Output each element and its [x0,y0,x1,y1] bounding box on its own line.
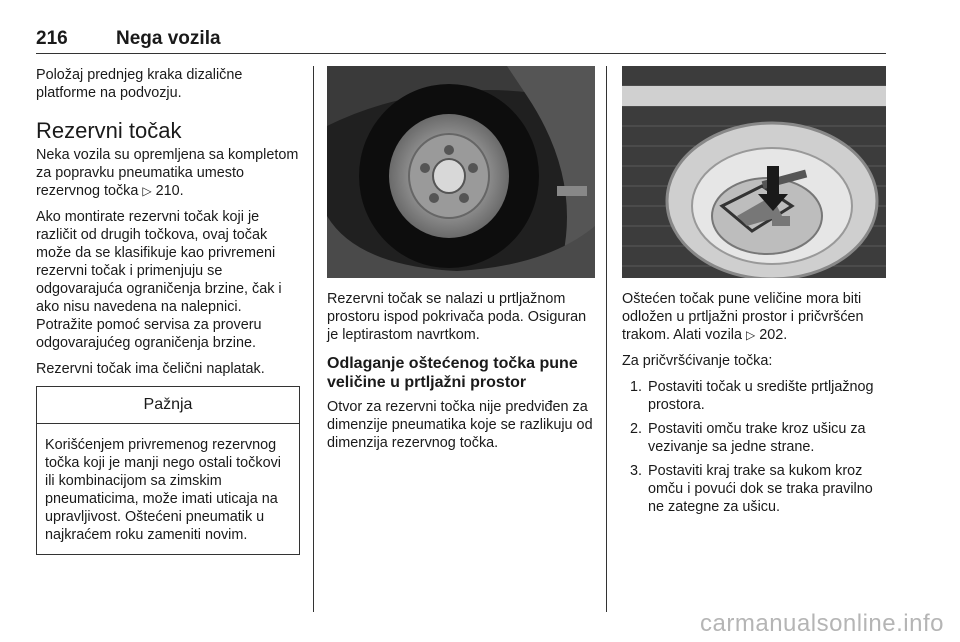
column-right [622,66,886,522]
paragraph: Za pričvršćivanje točka: [622,353,773,369]
reference-triangle-icon: ▷ [745,328,756,342]
chapter-title: Nega vozila [116,28,221,49]
list-item: 2. Postaviti omču trake kroz ušicu za vezivanje sa jedne strane. [630,421,866,455]
paragraph: Rezervni točak ima čelični naplatak. [36,361,265,377]
spare-wheel-photo [327,66,595,278]
column-divider [606,66,607,612]
page-header [36,26,886,54]
page-reference-link[interactable]: 210. [155,183,184,199]
column-divider [313,66,314,612]
list-item: 1. Postaviti točak u središte prtljažnog prostora. [630,379,874,413]
intro-text: Položaj prednjeg kraka dizalične platforme na podvozju. [36,67,243,101]
page-reference-link[interactable]: 202. [759,327,788,343]
watermark: carmanualsonline.info [700,610,944,637]
caution-box [36,386,300,555]
reference-triangle-icon: ▷ [142,184,152,198]
subsection-title: Odlaganje oštećenog točka pune veličine u prtljažni prostor [327,355,578,391]
paragraph: Neka vozila su opremljena sa kompletom za popravku pneumatika umesto rezervnog točka ▷ 210. [36,147,299,199]
column-left [36,66,300,555]
paragraph: Ako montirate rezervni točak koji je različit od drugih točkova, ovaj točak može da se klasifikuje kao privremeni rezervni točak i primenjuju se odgovarajuća ograničenja brzine, čak i ako nisu navedena na nalepnici. Potražite pomoć servisa za proveru odgovarajućeg ograničenja brzine. [36,209,282,351]
trunk-wheel-strap-photo [622,66,886,278]
list-item: 3. Postaviti kraj trake sa kukom kroz omču i povući dok se traka pravilno ne zategne za ušicu. [630,463,873,515]
photo-caption: Rezervni točak se nalazi u prtljažnom prostoru ispod pokrivača poda. Osiguran je leptirastom navrtkom. [327,291,587,343]
steps-list [622,378,886,516]
paragraph: Otvor za rezervni točka nije predviđen za dimenzije pneumatika koje se razlikuju od dimenzija rezervnog točka. [327,399,593,451]
section-title: Rezervni točak [36,118,182,143]
page-number: 216 [36,28,68,49]
paragraph: Oštećen točak pune veličine mora biti odložen u prtljažni prostor i pričvršćen trakom. Alati vozila ▷ 202. [622,291,864,343]
caution-title: Pažnja [37,387,299,424]
column-middle [327,66,595,460]
caution-text: Korišćenjem privremenog rezervnog točka koji je manji nego ostali točkovi ili kombinacijom sa zimskim pneumaticima, može imati uticaja na upravljivost. Oštećeni pneumatik u najkraćem roku zameniti novim. [45,437,281,543]
